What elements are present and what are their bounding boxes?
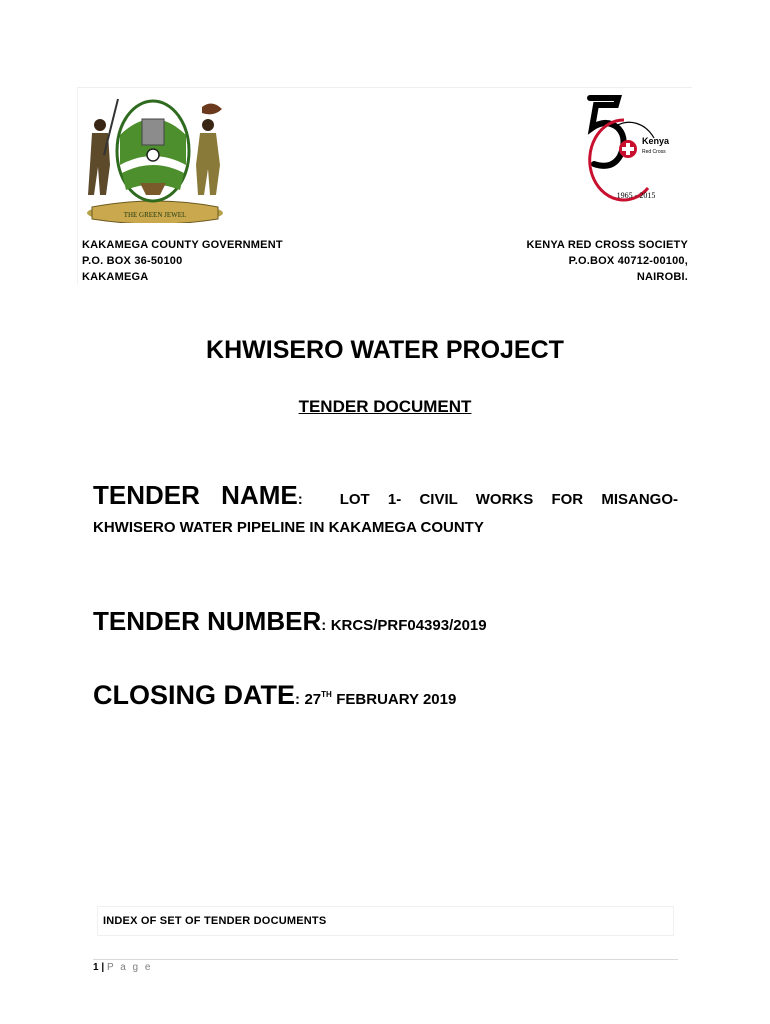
tender-number-line (93, 606, 487, 637)
footer-divider (93, 959, 678, 960)
county-town: KAKAMEGA (82, 271, 149, 283)
logo-years-text: 1965 - 2015 (616, 191, 656, 200)
page-separator: | (101, 962, 105, 973)
tender-name-label: TENDER NAME (93, 480, 298, 510)
index-heading: INDEX OF SET OF TENDER DOCUMENTS (103, 915, 327, 927)
tender-name-value-continued: KHWISERO WATER PIPELINE IN KAKAMEGA COUNTY (93, 519, 484, 536)
page-number: 1 (93, 962, 99, 973)
page-word: P a g e (106, 962, 153, 973)
county-po-box: P.O. BOX 36-50100 (82, 255, 183, 267)
closing-date-day: 27 (304, 691, 322, 708)
document-title: TENDER DOCUMENT (298, 397, 472, 416)
closing-date-line (93, 680, 456, 711)
closing-date-label: CLOSING DATE (93, 680, 295, 710)
closing-date-suffix: TH (321, 690, 332, 699)
tender-number-label: TENDER NUMBER (93, 606, 322, 636)
closing-date-month-year: FEBRUARY 2019 (336, 691, 457, 708)
red-cross-address-block (527, 237, 688, 285)
red-cross-po-box: P.O.BOX 40712-00100, (568, 255, 688, 267)
red-cross-sub-text: Red Cross (642, 149, 666, 155)
tender-number-value: KRCS/PRF04393/2019 (330, 617, 487, 634)
tender-name-line1 (93, 478, 678, 517)
project-title: KHWISERO WATER PROJECT (206, 336, 564, 364)
county-name: KAKAMEGA COUNTY GOVERNMENT (82, 239, 283, 251)
red-cross-brand-text: Kenya (642, 136, 670, 146)
closing-date-separator: : (295, 691, 300, 708)
red-cross-city: NAIROBI. (636, 271, 688, 283)
page-footer (93, 962, 152, 973)
coat-of-arms-motto: THE GREEN JEWEL (123, 211, 187, 219)
tender-name-value: LOT 1- CIVIL WORKS FOR MISANGO- (339, 491, 678, 508)
red-cross-name: KENYA RED CROSS SOCIETY (526, 239, 688, 251)
tender-number-separator: : (321, 617, 327, 634)
tender-name-separator: : (297, 491, 303, 508)
kenya-red-cross-50-years-logo (570, 92, 675, 204)
county-address-block (82, 237, 283, 285)
county-coat-of-arms-icon (80, 95, 230, 223)
